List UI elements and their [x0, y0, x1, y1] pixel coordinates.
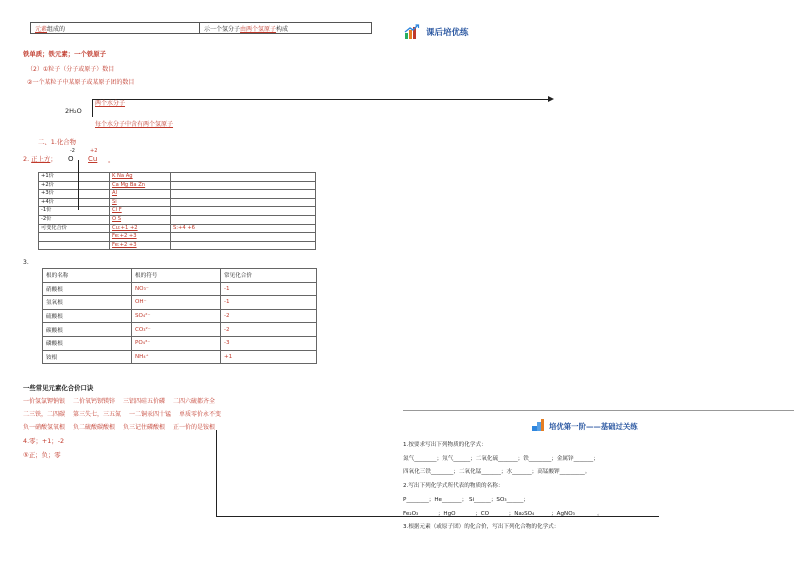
valence-cell: -1价 [39, 207, 110, 216]
mnemonic-phrase: 二三铁，二四碳 [23, 411, 66, 418]
question-1: 1.按要求写出下列物质的化学式： [403, 442, 487, 448]
valence-cell: -2价 [39, 215, 110, 224]
line-2 [23, 154, 57, 163]
composed-suffix: 构成 [276, 25, 289, 33]
mnemonic-phrase: 二价氧钙钡镁锌 [73, 398, 116, 405]
line-2-tail: 。 [108, 156, 115, 164]
extra-cell [171, 173, 316, 182]
header-name: 根的名称 [43, 269, 132, 283]
element-cell: O S [110, 215, 171, 224]
valence-row [39, 233, 316, 242]
radical-row [43, 323, 317, 337]
valence-row [39, 198, 316, 207]
note-particle-count: （2）①粒子（分子或原子）数目 [27, 66, 115, 73]
copper-symbol: Cu [88, 155, 98, 163]
extra-cell [171, 233, 316, 242]
radical-name: 硝酸根 [43, 282, 132, 296]
valence-cell: +2价 [39, 181, 110, 190]
question-1-blanks-a: 氮气________；氖气______；二氧化硫_______；铁________；金属锌_______； [403, 456, 599, 462]
section-compounds: 二、1.化合物 [38, 138, 77, 146]
line-5: ⑤正；负；零 [23, 451, 61, 459]
radical-symbol: NH₄⁺ [132, 350, 221, 364]
extra-cell [171, 207, 316, 216]
bottom-vertical-line [216, 430, 217, 516]
question-2-blanks-a: P________；He_______； Si______；SO₃______； [403, 497, 529, 503]
radical-symbol: SO₄²⁻ [132, 309, 221, 323]
mnemonic-phrase: 二四六硫都齐全 [173, 398, 216, 405]
element-cell: K Na Ag [110, 173, 171, 182]
radical-valence: -1 [221, 296, 317, 310]
radical-row [43, 282, 317, 296]
mnemonic-line-1 [23, 396, 223, 405]
radical-valence: -2 [221, 309, 317, 323]
radical-row [43, 309, 317, 323]
composed-text: 组成的 [47, 25, 66, 33]
valence-row [39, 224, 316, 233]
h2o-formula: 2H₂O [65, 107, 82, 115]
mnemonic-phrase: 单质零价永不变 [179, 411, 222, 418]
valence-cell [39, 233, 110, 242]
element-cell: Fe:+2 +3 [110, 241, 171, 250]
valence-cell [39, 241, 110, 250]
question-3: 3.根据元素（或原子团）的化合价，写出下列化合物的化学式： [403, 524, 560, 530]
question-2-blanks-b: Fe₂O₃_______；HgO_______；CO_______；Na₂SO₄______；AgNO₃________。 [403, 511, 603, 517]
mnemonic-phrase: 第三失七，三五氮 [73, 411, 122, 418]
h2o-bracket-line [92, 99, 93, 117]
radical-row [43, 296, 317, 310]
radical-name: 碳酸根 [43, 323, 132, 337]
mnemonic-phrase: 负二硫酸碳酸根 [73, 424, 116, 431]
note-atom-count: ②一个某粒子中某原子或某原子团的数目 [27, 79, 135, 86]
element-cell: Cl F [110, 207, 171, 216]
section-right-title: 培优第一阶——基础过关练 [549, 422, 638, 431]
valence-connector-line [78, 160, 79, 210]
mnemonic-phrase: 正一价的是铵根 [173, 424, 216, 431]
valence-row [39, 207, 316, 216]
line-4: 4.零；+1；-2 [23, 437, 65, 445]
num-3: 3. [23, 259, 29, 266]
element-text: 元素 [35, 25, 48, 33]
valence-row [39, 173, 316, 182]
valence-cell: +1价 [39, 173, 110, 182]
hydrogen-molecule-text: 示一个氢分子 [204, 25, 241, 33]
radical-symbol: OH⁻ [132, 296, 221, 310]
valence-row [39, 181, 316, 190]
radical-name: 硫酸根 [43, 309, 132, 323]
iron-line: 铁单质；铁元素；一个铁原子 [23, 50, 107, 58]
valence-row [39, 190, 316, 199]
line-2-num: 2. [23, 155, 30, 163]
radical-valence: +1 [221, 350, 317, 364]
radical-name: 铵根 [43, 350, 132, 364]
top-table [30, 22, 372, 34]
valence-row [39, 241, 316, 250]
extra-cell [171, 181, 316, 190]
top-table-left [31, 23, 200, 34]
element-cell: Al [110, 190, 171, 199]
radical-header-row [43, 269, 317, 283]
mnemonic-phrase: 负一硝酸氢氧根 [23, 424, 66, 431]
valence-row [39, 215, 316, 224]
header-symbol: 根的符号 [132, 269, 221, 283]
radical-table [42, 268, 317, 364]
element-cell: Fe:+2 +3 [110, 233, 171, 242]
valence-cell: +3价 [39, 190, 110, 199]
valence-table [38, 172, 316, 250]
copper-valence-sup: +2 [90, 148, 98, 154]
extra-cell: S:+4 +6 [171, 224, 316, 233]
h2o-annotation-top: 两个水分子 [95, 100, 126, 107]
radical-valence: -1 [221, 282, 317, 296]
brand-title: 课后培优练 [426, 28, 469, 38]
h2o-annotation-bottom: 每个水分子中含有两个氢原子 [95, 121, 174, 128]
radical-row [43, 336, 317, 350]
radical-valence: -2 [221, 323, 317, 337]
element-cell: Cu:+1 +2 [110, 224, 171, 233]
mnemonic-phrase: 一二铜汞四十锰 [129, 411, 172, 418]
mnemonic-title: 一些常见元素化合价口诀 [23, 384, 94, 392]
section-divider [403, 410, 794, 411]
extra-cell [171, 198, 316, 207]
extra-cell [171, 190, 316, 199]
radical-name: 氢氧根 [43, 296, 132, 310]
arrow-right-icon [548, 96, 554, 102]
top-table-right [200, 23, 372, 34]
valence-cell: 可变化合价 [39, 224, 110, 233]
two-h-atoms-text: 由两个氢原子 [240, 25, 277, 33]
extra-cell [171, 241, 316, 250]
extra-cell [171, 215, 316, 224]
bar-chart-logo-icon [404, 24, 420, 40]
h2o-arrow-line [92, 99, 552, 100]
line-2-sep: ； [50, 155, 57, 163]
mnemonic-line-3 [23, 422, 223, 431]
mnemonic-phrase: 一价氢氯钾钠银 [23, 398, 66, 405]
radical-symbol: NO₃⁻ [132, 282, 221, 296]
element-cell: Ca Mg Ba Zn [110, 181, 171, 190]
question-2: 2.写出下列化学式所代表的物质的名称： [403, 483, 504, 489]
question-1-blanks-b: 四氧化三铁________；二氧化锰_______；水_______；高锰酸钾_________。 [403, 469, 591, 475]
radical-symbol: PO₄³⁻ [132, 336, 221, 350]
oxygen-symbol: O [68, 155, 74, 163]
mnemonic-line-2 [23, 409, 229, 418]
valence-cell: +4价 [39, 198, 110, 207]
line-2-label: 正上方 [31, 155, 51, 163]
radical-valence: -3 [221, 336, 317, 350]
mnemonic-phrase: 三铝四硅五价磷 [123, 398, 166, 405]
header-valence: 常见化合价 [221, 269, 317, 283]
radical-row [43, 350, 317, 364]
oxygen-valence-sup: -2 [70, 148, 75, 154]
element-cell: Si [110, 198, 171, 207]
radical-symbol: CO₃²⁻ [132, 323, 221, 337]
mnemonic-phrase: 负三记住磷酸根 [123, 424, 166, 431]
radical-name: 磷酸根 [43, 336, 132, 350]
stairs-logo-icon [531, 418, 545, 432]
